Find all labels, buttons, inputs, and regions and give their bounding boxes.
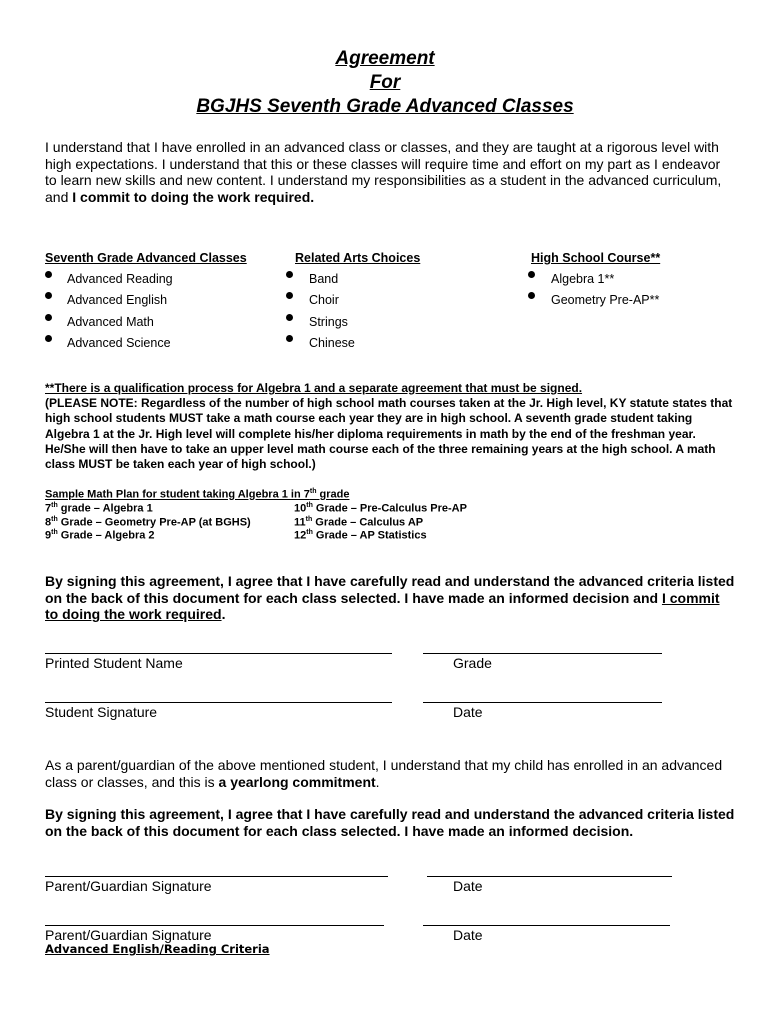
qualification-note — [45, 381, 735, 472]
col-heading-related-arts: Related Arts Choices — [295, 251, 421, 265]
parent-date-line-1[interactable] — [427, 876, 672, 877]
student-agreement: By signing this agreement, I agree that I have carefully read and understand the advanced criteria listed on the back of this document for each class selected. I have made an informed decision and I commit to doing the work required. — [45, 573, 735, 622]
student-agreement-commit: I commit to doing the work required — [45, 589, 720, 622]
list-item: Algebra 1** — [551, 272, 615, 286]
parent-para-bold: a yearlong commitment — [218, 773, 376, 790]
date-label-2: Date — [453, 878, 483, 894]
footer-criteria-heading: Advanced English/Reading Criteria — [45, 942, 270, 956]
list-item: Advanced Reading — [67, 272, 173, 286]
parent-signature-label-1: Parent/Guardian Signature — [45, 878, 212, 894]
parent-agreement: By signing this agreement, I agree that I have carefully read and understand the advanced criteria listed on the back of this document for each class selected. I have made an informed decision. — [45, 806, 735, 839]
bullet-icon — [286, 314, 293, 321]
list-item: Advanced Math — [67, 315, 154, 329]
grade-line[interactable] — [423, 653, 662, 654]
bullet-icon — [45, 335, 52, 342]
intro-text: I understand that I have enrolled in an advanced class or classes, and they are taught at a rigorous level with high expectations. I understand that this or these classes will require time and effort on my part as I endeavor to learn new skills and new content. I understand my responsibilities as a student in the advanced curriculum, and — [45, 139, 722, 205]
title-line-3: BGJHS Seventh Grade Advanced Classes — [196, 96, 574, 117]
note-body: (PLEASE NOTE: Regardless of the number of high school math courses taken at the Jr. High level, KY statute states that high school students MUST take a math course each year they are in high school. A seventh grade student taking Algebra 1 at the Jr. High level will complete his/her diploma requirements in math by the end of the freshman year. He/She will then have to take an upper level math course each of the three remaining years at the high school. A math class MUST be taken each year of high school.) — [45, 396, 733, 472]
list-item: Band — [309, 272, 339, 286]
student-date-line[interactable] — [423, 702, 662, 703]
plan-row: 11th Grade – Calculus AP — [294, 516, 424, 529]
list-item: Geometry Pre-AP** — [551, 293, 660, 307]
bullet-icon — [528, 271, 535, 278]
bullet-icon — [286, 292, 293, 299]
plan-row: 8th Grade – Geometry Pre-AP (at BGHS) — [45, 516, 251, 529]
plan-row: 7th grade – Algebra 1 — [45, 502, 153, 515]
plan-row: 10th Grade – Pre-Calculus Pre-AP — [294, 502, 467, 515]
parent-para-text: As a parent/guardian of the above mentioned student, I understand that my child has enrolled in an advanced class or classes, and this is — [45, 757, 723, 790]
intro-paragraph — [45, 139, 735, 205]
title-line-2: For — [369, 72, 401, 93]
list-item: Chinese — [309, 336, 355, 350]
bullet-icon — [286, 335, 293, 342]
date-label-3: Date — [453, 927, 483, 943]
list-item: Advanced English — [67, 293, 168, 307]
parent-signature-line-2[interactable] — [45, 925, 384, 926]
list-item: Advanced Science — [67, 336, 171, 350]
printed-student-name-label: Printed Student Name — [45, 655, 183, 671]
plan-heading-sup: th — [309, 488, 317, 495]
student-signature-label: Student Signature — [45, 704, 158, 720]
student-agreement-text: By signing this agreement, I agree that I have carefully read and understand the advanced criteria listed on the back of this document for each class selected. I have made an informed decision and — [45, 573, 735, 606]
list-item: Choir — [309, 293, 339, 307]
date-label: Date — [453, 704, 483, 720]
parent-signature-line-1[interactable] — [45, 876, 388, 877]
bullet-icon — [528, 292, 535, 299]
grade-label: Grade — [453, 655, 492, 671]
bullet-icon — [45, 271, 52, 278]
col-heading-high-school: High School Course** — [531, 251, 661, 265]
title-line-1: Agreement — [335, 48, 435, 69]
printed-name-line[interactable] — [45, 653, 392, 654]
intro-bold: I commit to doing the work required. — [72, 188, 315, 205]
bullet-icon — [45, 314, 52, 321]
bullet-icon — [286, 271, 293, 278]
plan-heading-end: grade — [316, 488, 350, 501]
parent-signature-label-2: Parent/Guardian Signature — [45, 927, 212, 943]
note-heading: **There is a qualification process for Algebra 1 and a separate agreement that must be signed. — [45, 381, 583, 395]
plan-row: 9th Grade – Algebra 2 — [45, 529, 155, 542]
parent-date-line-2[interactable] — [423, 925, 670, 926]
plan-heading-text: Sample Math Plan for student taking Algebra 1 in 7 — [45, 488, 310, 501]
col-heading-advanced-classes: Seventh Grade Advanced Classes — [45, 251, 247, 265]
list-item: Strings — [309, 315, 348, 329]
bullet-icon — [45, 292, 52, 299]
parent-paragraph: As a parent/guardian of the above mentioned student, I understand that my child has enrolled in an advanced class or classes, and this is a yearlong commitment. — [45, 757, 723, 790]
plan-row: 12th Grade – AP Statistics — [294, 529, 427, 542]
student-signature-line[interactable] — [45, 702, 392, 703]
